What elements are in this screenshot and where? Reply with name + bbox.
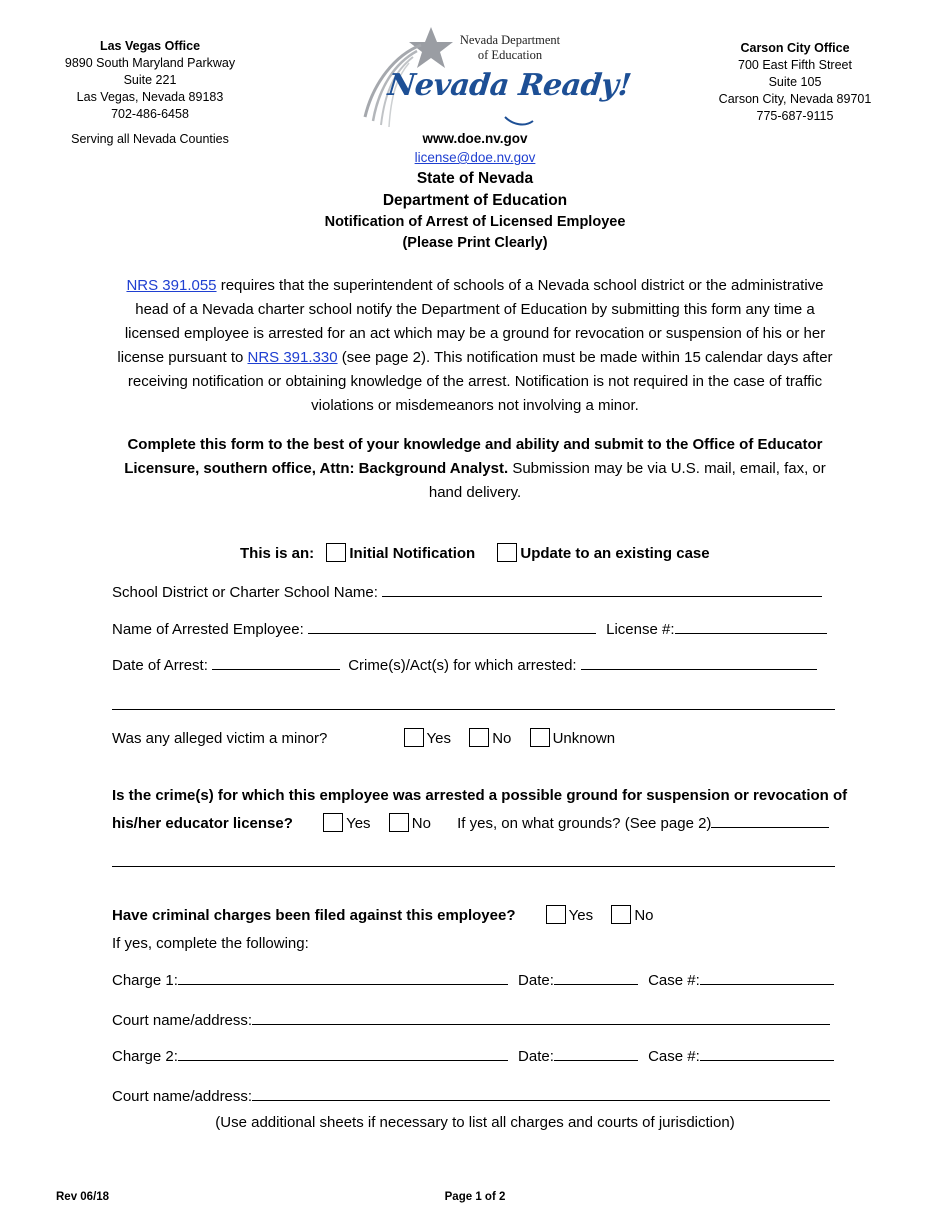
update-case-label: Update to an existing case <box>520 545 710 562</box>
victim-no-checkbox[interactable] <box>469 728 489 747</box>
court1-label: Court name/address: <box>112 1012 253 1029</box>
victim-unknown-label: Unknown <box>552 730 616 747</box>
ground-question-line2: his/her educator license? <box>112 815 293 832</box>
office-city: Carson City, Nevada 89701 <box>718 92 872 106</box>
charge2-date-field[interactable] <box>554 1046 638 1061</box>
page-number: Page 1 of 2 <box>444 1191 506 1203</box>
date-arrest-field[interactable] <box>212 655 340 670</box>
office-suite: Suite 105 <box>768 75 822 89</box>
logo-dept-line1: Nevada Department <box>459 33 561 47</box>
charge1-label: Charge 1: <box>112 972 178 989</box>
submission-bold: Complete this form to the best of your knowledge and ability and submit to the Office of Educator Licensure, southern office, Attn: Background Analyst. <box>124 436 823 477</box>
email-line <box>0 150 950 165</box>
state-title: State of Nevada <box>416 170 534 187</box>
crimes-label: Crime(s)/Act(s) for which arrested: <box>348 657 577 674</box>
court2-field[interactable] <box>252 1086 830 1101</box>
ground-row <box>112 813 829 834</box>
office-phone: 775-687-9115 <box>756 109 834 123</box>
ground-no-checkbox[interactable] <box>389 813 409 832</box>
charges-yes-checkbox[interactable] <box>546 905 566 924</box>
school-label: School District or Charter School Name: <box>112 584 378 601</box>
charges-row <box>112 905 654 926</box>
grounds-field[interactable] <box>711 813 829 828</box>
nrs-391-330-link[interactable]: NRS 391.330 <box>247 349 338 366</box>
charge2-row <box>112 1046 834 1067</box>
update-case-checkbox[interactable] <box>497 543 517 562</box>
this-is-an-label: This is an: <box>240 545 315 562</box>
school-field[interactable] <box>382 582 822 597</box>
victim-row <box>112 728 615 749</box>
revision-label: Rev 06/18 <box>56 1191 110 1203</box>
charge1-case-field[interactable] <box>700 970 834 985</box>
office-title: Las Vegas Office <box>99 39 201 53</box>
arrest-row <box>112 655 817 676</box>
intro-text-1: requires that the superintendent of schools of a Nevada school district or the administrative head of a Nevada charter school notify the Department of Education by submitting this form any time a licensed employee is arrested for an act which may be a ground for revocation or suspension of his or her license pursuant to <box>117 277 826 366</box>
initial-notification-checkbox[interactable] <box>326 543 346 562</box>
charge2-case-label: Case #: <box>648 1048 700 1065</box>
charge2-date-label: Date: <box>518 1048 554 1065</box>
court2-label: Court name/address: <box>112 1088 253 1105</box>
carson-city-office <box>700 40 890 125</box>
charge2-case-field[interactable] <box>700 1046 834 1061</box>
charge1-row <box>112 970 834 991</box>
ground-no-label: No <box>411 815 431 832</box>
website: www.doe.nv.gov <box>422 131 528 146</box>
intro-text-2: (see page 2). This notification must be made within 15 calendar days after receiving notification or obtaining knowledge of the arrest. Notification is not required in the case of traffic violations or misdemeanors not involving a minor. <box>127 349 833 414</box>
print-instruction: (Please Print Clearly) <box>402 235 548 251</box>
initial-notification-label: Initial Notification <box>349 545 476 562</box>
employee-name-field[interactable] <box>308 619 596 634</box>
crimes-field[interactable] <box>581 655 817 670</box>
charges-question: Have criminal charges been filed against this employee? <box>112 907 516 924</box>
email-link[interactable]: license@doe.nv.gov <box>414 150 536 165</box>
charges-no-label: No <box>634 907 654 924</box>
court1-row <box>112 1010 830 1031</box>
ground-yes-label: Yes <box>346 815 371 832</box>
grounds-continuation-line[interactable] <box>112 866 835 867</box>
license-label: License #: <box>606 621 675 638</box>
employee-row <box>112 619 827 640</box>
grounds-label: If yes, on what grounds? (See page 2) <box>457 815 712 832</box>
victim-no-label: No <box>492 730 512 747</box>
victim-unknown-checkbox[interactable] <box>530 728 550 747</box>
if-yes-label: If yes, complete the following: <box>112 935 309 952</box>
serving-note: Serving all Nevada Counties <box>71 132 229 146</box>
charge1-date-field[interactable] <box>554 970 638 985</box>
victim-yes-checkbox[interactable] <box>404 728 424 747</box>
charge1-case-label: Case #: <box>648 972 700 989</box>
form-title: Notification of Arrest of Licensed Employee <box>324 214 626 230</box>
office-address: 700 East Fifth Street <box>738 58 852 72</box>
logo-dept-line2: of Education <box>477 48 543 62</box>
additional-sheets-note: (Use additional sheets if necessary to list all charges and courts of jurisdiction) <box>215 1114 735 1131</box>
nrs-391-055-link[interactable]: NRS 391.055 <box>126 277 217 294</box>
charge1-field[interactable] <box>178 970 508 985</box>
charges-yes-label: Yes <box>568 907 594 924</box>
charge1-date-label: Date: <box>518 972 554 989</box>
ground-question-line1: Is the crime(s) for which this employee was arrested a possible ground for suspension or revocation of <box>112 787 848 804</box>
ground-yes-checkbox[interactable] <box>323 813 343 832</box>
crimes-continuation-line[interactable] <box>112 709 835 710</box>
charge2-label: Charge 2: <box>112 1048 178 1065</box>
employee-label: Name of Arrested Employee: <box>112 621 304 638</box>
office-address: 9890 South Maryland Parkway <box>64 56 236 70</box>
submission-text: Submission may be via U.S. mail, email, fax, or hand delivery. <box>428 460 826 501</box>
logo-department <box>445 33 575 63</box>
school-row <box>112 582 822 603</box>
intro-paragraph <box>110 274 840 418</box>
victim-label: Was any alleged victim a minor? <box>112 730 328 747</box>
office-title: Carson City Office <box>740 41 850 55</box>
notification-type-row <box>240 543 710 564</box>
department-title: Department of Education <box>382 192 568 209</box>
license-field[interactable] <box>675 619 827 634</box>
submission-paragraph <box>110 433 840 505</box>
date-arrest-label: Date of Arrest: <box>112 657 208 674</box>
charges-no-checkbox[interactable] <box>611 905 631 924</box>
office-suite: Suite 221 <box>123 73 177 87</box>
office-city: Las Vegas, Nevada 89183 <box>76 90 224 104</box>
court1-field[interactable] <box>252 1010 830 1025</box>
office-phone: 702-486-6458 <box>111 107 189 121</box>
charge2-field[interactable] <box>178 1046 508 1061</box>
court2-row <box>112 1086 830 1107</box>
logo-tagline: Nevada Ready! <box>386 68 633 103</box>
victim-yes-label: Yes <box>426 730 452 747</box>
